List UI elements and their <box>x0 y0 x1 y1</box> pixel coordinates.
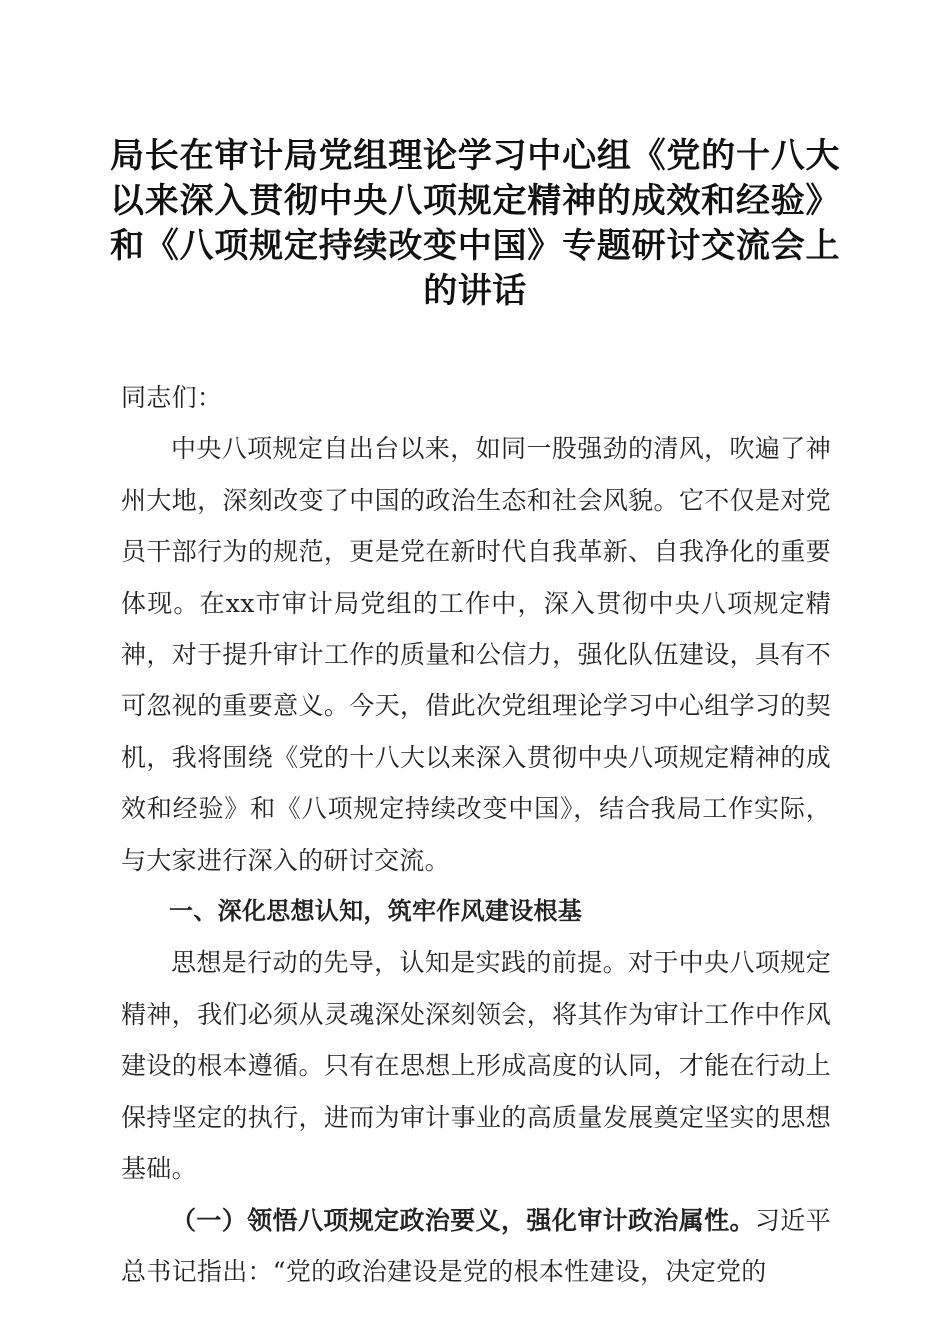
section-1-paragraph: 思想是行动的先导，认知是实践的前提。对于中央八项规定精神，我们必须从灵魂深处深刻领会，将其作为审计工作中作风建设的根本遵循。只有在思想上形成高度的认同，才能在行动上保持坚定的执行，进而为审计事业的高质量发展奠定坚实的思想基础。 <box>121 948 831 1184</box>
section-heading-1: 一、深化思想认知，筑牢作风建设根基 <box>169 897 583 926</box>
subsection-1-lead: （一）领悟八项规定政治要义，强化审计政治属性。 <box>171 1205 755 1235</box>
salutation: 同志们： <box>121 383 223 412</box>
subsection-1-paragraph <box>121 1195 831 1298</box>
document-title: 局长在审计局党组理论学习中心组《党的十八大以来深入贯彻中央八项规定精神的成效和经验》和《八项规定持续改变中国》专题研讨交流会上的讲话 <box>110 136 840 311</box>
subsection-1-text: 习近平总书记指出：“党的政治建设是党的根本性建设，决定党的 <box>121 1205 831 1286</box>
document-body <box>121 372 831 1297</box>
intro-paragraph: 中央八项规定自出台以来，如同一股强劲的清风，吹遍了神州大地，深刻改变了中国的政治生态和社会风貌。它不仅是对党员干部行为的规范，更是党在新时代自我革新、自我净化的重要体现。在xx市审计局党组的工作中，深入贯彻中央八项规定精神，对于提升审计工作的质量和公信力，强化队伍建设，具有不可忽视的重要意义。今天，借此次党组理论学习中心组学习的契机，我将围绕《党的十八大以来深入贯彻中央八项规定精神的成效和经验》和《八项规定持续改变中国》，结合我局工作实际，与大家进行深入的研讨交流。 <box>121 434 831 875</box>
